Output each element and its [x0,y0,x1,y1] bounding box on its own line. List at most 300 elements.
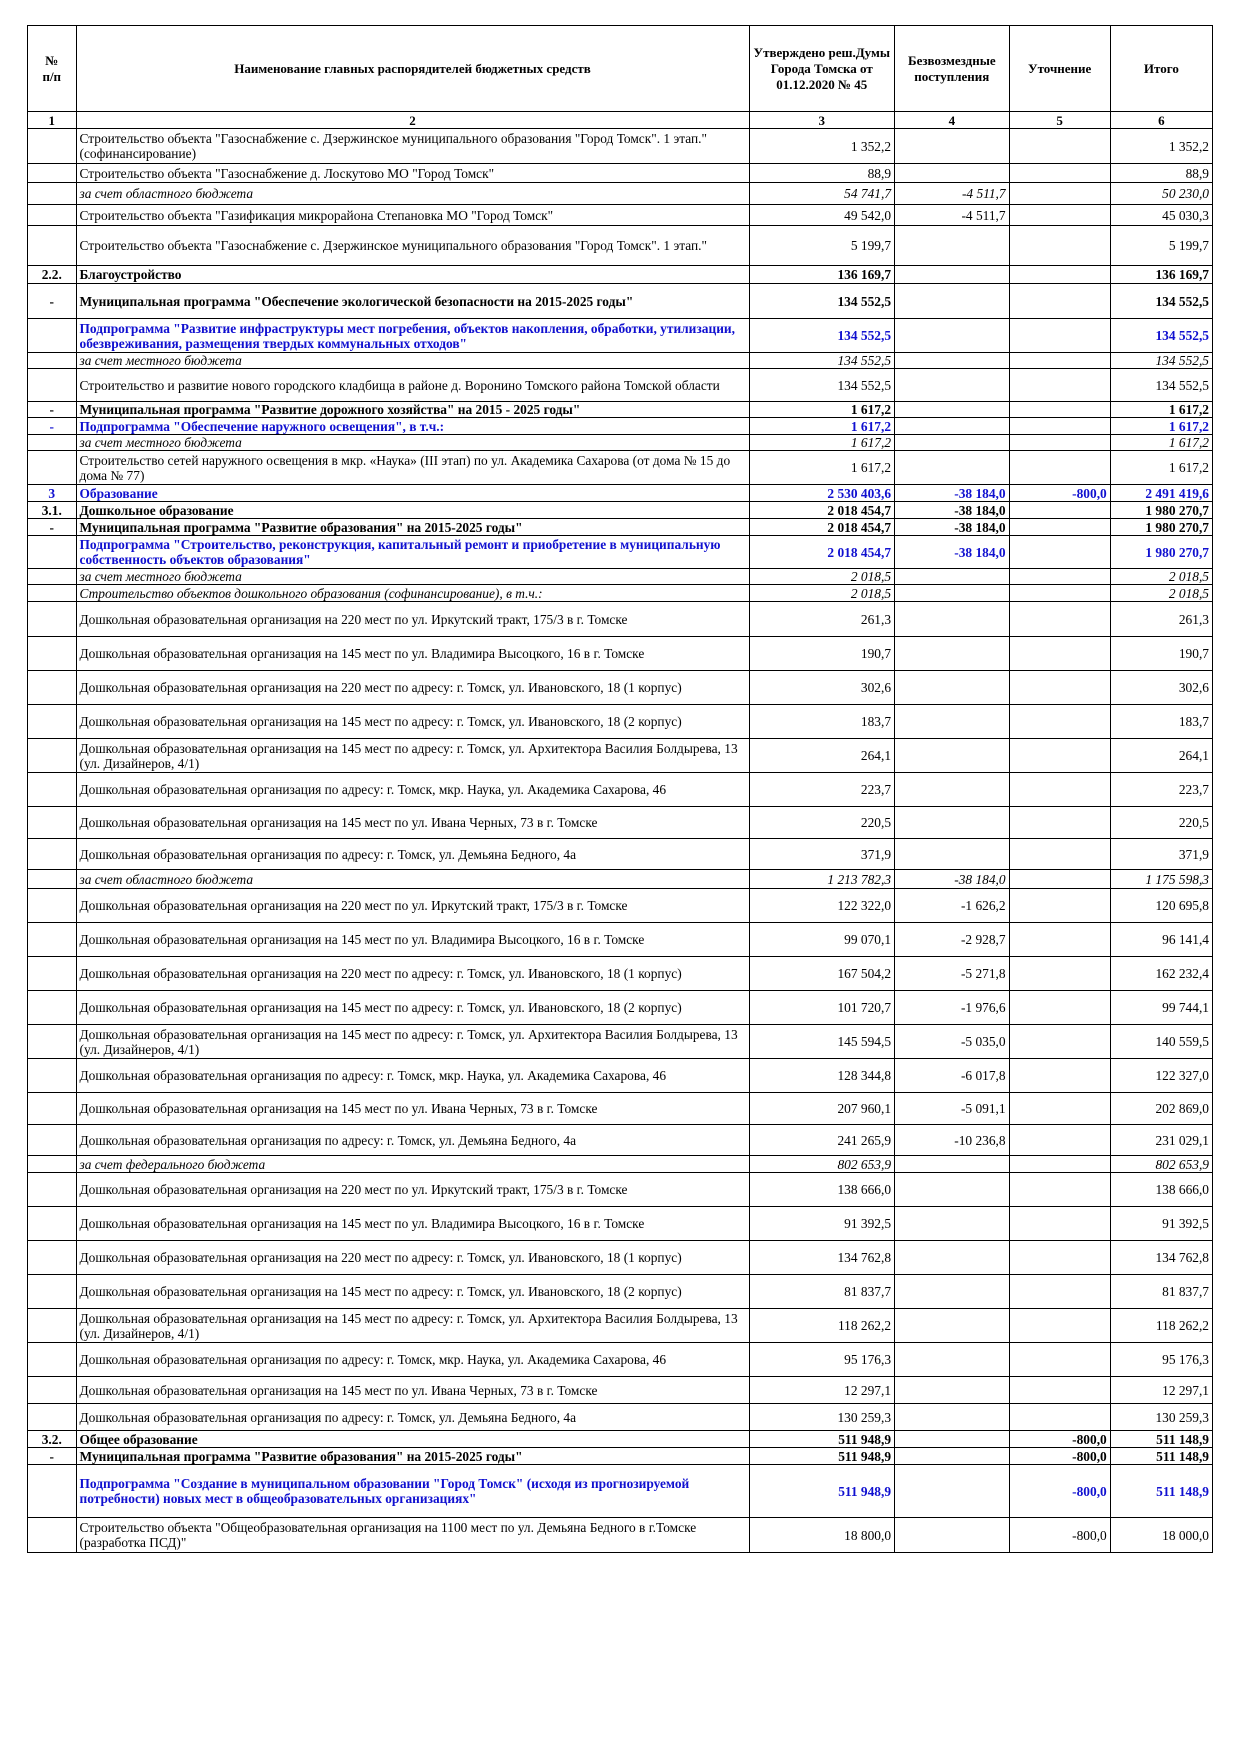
adjustment-amount-cell [1009,991,1110,1025]
total-amount-cell: 302,6 [1110,671,1212,705]
grants-amount-cell [895,1404,1010,1431]
adjustment-amount-cell [1009,1059,1110,1093]
grants-amount-cell [895,266,1010,284]
grants-amount-cell [895,602,1010,637]
table-row [28,923,1213,957]
grants-amount-cell [895,284,1010,319]
approved-amount-cell: 88,9 [749,164,895,183]
approved-amount-cell: 5 199,7 [749,226,895,266]
adjustment-amount-cell: -800,0 [1009,1431,1110,1448]
total-amount-cell: 802 653,9 [1110,1156,1212,1173]
table-row [28,129,1213,164]
row-name-cell: Дошкольная образовательная организация по адресу: г. Томск, ул. Демьяна Бедного, 4а [76,1404,749,1431]
grants-amount-cell: -38 184,0 [895,536,1010,569]
approved-amount-cell: 145 594,5 [749,1025,895,1059]
grants-amount-cell [895,1156,1010,1173]
row-number-cell [28,739,77,773]
grants-amount-cell [895,1448,1010,1465]
row-number-cell [28,183,77,205]
row-number-cell [28,164,77,183]
row-number-cell [28,1309,77,1343]
row-name-cell: Дошкольная образовательная организация по адресу: г. Томск, ул. Демьяна Бедного, 4а [76,839,749,870]
approved-amount-cell: 134 552,5 [749,353,895,369]
row-name-cell: Дошкольная образовательная организация на 145 мест по адресу: г. Томск, ул. Ивановского, 18 (2 корпус) [76,705,749,739]
adjustment-amount-cell [1009,1125,1110,1156]
grants-amount-cell [895,418,1010,435]
total-amount-cell: 120 695,8 [1110,889,1212,923]
row-name-cell: за счет федерального бюджета [76,1156,749,1173]
adjustment-amount-cell [1009,519,1110,536]
approved-amount-cell: 1 617,2 [749,402,895,418]
adjustment-amount-cell [1009,435,1110,451]
row-number-cell [28,991,77,1025]
row-number-cell: 3.2. [28,1431,77,1448]
grants-amount-cell [895,435,1010,451]
row-name-cell: за счет местного бюджета [76,569,749,585]
total-amount-cell: 1 617,2 [1110,418,1212,435]
row-number-cell [28,319,77,353]
row-number-cell [28,1207,77,1241]
adjustment-amount-cell [1009,284,1110,319]
row-name-cell: Общее образование [76,1431,749,1448]
row-name-cell: Дошкольная образовательная организация на 220 мест по адресу: г. Томск, ул. Ивановского, 18 (1 корпус) [76,671,749,705]
table-row [28,991,1213,1025]
grants-amount-cell [895,739,1010,773]
total-amount-cell: 12 297,1 [1110,1377,1212,1404]
row-name-cell: Подпрограмма "Строительство, реконструкция, капитальный ремонт и приобретение в муниципальную собственность объектов образования" [76,536,749,569]
total-amount-cell: 202 869,0 [1110,1093,1212,1125]
row-name-cell: Дошкольная образовательная организация на 220 мест по адресу: г. Томск, ул. Ивановского, 18 (1 корпус) [76,957,749,991]
grants-amount-cell [895,1309,1010,1343]
adjustment-amount-cell [1009,369,1110,402]
row-number-cell [28,1025,77,1059]
row-name-cell: Образование [76,485,749,502]
col-total-header: Итого [1110,26,1212,112]
total-amount-cell: 134 552,5 [1110,319,1212,353]
row-number-cell [28,1093,77,1125]
row-name-cell: Дошкольная образовательная организация на 220 мест по ул. Иркутский тракт, 175/3 в г. Томске [76,602,749,637]
table-row [28,435,1213,451]
row-name-cell: за счет областного бюджета [76,870,749,889]
table-row [28,1431,1213,1448]
row-name-cell: Строительство объекта "Газоснабжение с. Дзержинское муниципального образования "Город Томск". 1 этап." [76,226,749,266]
total-amount-cell: 223,7 [1110,773,1212,807]
table-row [28,1377,1213,1404]
table-row [28,485,1213,502]
row-number-cell [28,1125,77,1156]
table-row [28,1404,1213,1431]
table-row [28,226,1213,266]
approved-amount-cell: 118 262,2 [749,1309,895,1343]
table-row [28,284,1213,319]
table-row [28,870,1213,889]
approved-amount-cell: 101 720,7 [749,991,895,1025]
table-row [28,1059,1213,1093]
row-number-cell [28,889,77,923]
approved-amount-cell: 12 297,1 [749,1377,895,1404]
total-amount-cell: 45 030,3 [1110,205,1212,226]
table-row [28,889,1213,923]
approved-amount-cell: 2 018 454,7 [749,519,895,536]
approved-amount-cell: 134 552,5 [749,319,895,353]
table-row [28,319,1213,353]
table-row [28,1125,1213,1156]
approved-amount-cell: 1 617,2 [749,435,895,451]
grants-amount-cell [895,1173,1010,1207]
total-amount-cell: 1 617,2 [1110,451,1212,485]
row-name-cell: Дошкольная образовательная организация на 145 мест по адресу: г. Томск, ул. Архитектора Василия Болдырева, 13 (ул. Дизайнеров, 4/1) [76,1309,749,1343]
row-name-cell: Дошкольная образовательная организация по адресу: г. Томск, ул. Демьяна Бедного, 4а [76,1125,749,1156]
table-row [28,807,1213,839]
row-name-cell: Дошкольная образовательная организация на 220 мест по ул. Иркутский тракт, 175/3 в г. Томске [76,889,749,923]
total-amount-cell: 140 559,5 [1110,1025,1212,1059]
adjustment-amount-cell [1009,1093,1110,1125]
row-number-cell [28,353,77,369]
approved-amount-cell: 81 837,7 [749,1275,895,1309]
row-name-cell: Подпрограмма "Создание в муниципальном образовании "Город Томск" (исходя из прогнозируемой потребности) новых мест в общеобразовательных организациях" [76,1465,749,1518]
adjustment-amount-cell [1009,183,1110,205]
approved-amount-cell: 223,7 [749,773,895,807]
table-row [28,1093,1213,1125]
row-name-cell: за счет местного бюджета [76,435,749,451]
row-name-cell: Дошкольная образовательная организация на 145 мест по адресу: г. Томск, ул. Архитектора Василия Болдырева, 13 (ул. Дизайнеров, 4/1) [76,739,749,773]
table-row [28,205,1213,226]
grants-amount-cell [895,402,1010,418]
table-row [28,353,1213,369]
approved-amount-cell: 511 948,9 [749,1431,895,1448]
col-number-header: № п/п [28,26,77,112]
table-row [28,402,1213,418]
row-name-cell: Муниципальная программа "Развитие образования" на 2015-2025 годы" [76,519,749,536]
grants-amount-cell: -5 271,8 [895,957,1010,991]
total-amount-cell: 99 744,1 [1110,991,1212,1025]
row-name-cell: Подпрограмма "Обеспечение наружного освещения", в т.ч.: [76,418,749,435]
approved-amount-cell: 2 018 454,7 [749,502,895,519]
grants-amount-cell [895,1465,1010,1518]
table-row [28,1518,1213,1553]
table-row [28,1309,1213,1343]
column-number: 1 [28,112,77,129]
adjustment-amount-cell [1009,502,1110,519]
row-name-cell: Дошкольная образовательная организация на 145 мест по ул. Владимира Высоцкого, 16 в г. Томске [76,1207,749,1241]
grants-amount-cell [895,585,1010,602]
adjustment-amount-cell [1009,957,1110,991]
grants-amount-cell: -1 626,2 [895,889,1010,923]
row-number-cell [28,1518,77,1553]
table-row [28,569,1213,585]
total-amount-cell: 136 169,7 [1110,266,1212,284]
table-row [28,1275,1213,1309]
adjustment-amount-cell [1009,1404,1110,1431]
column-number: 3 [749,112,895,129]
total-amount-cell: 162 232,4 [1110,957,1212,991]
table-row [28,418,1213,435]
grants-amount-cell: -10 236,8 [895,1125,1010,1156]
row-name-cell: за счет областного бюджета [76,183,749,205]
row-number-cell [28,1241,77,1275]
row-number-cell [28,957,77,991]
adjustment-amount-cell [1009,1275,1110,1309]
table-header-row [28,26,1213,112]
approved-amount-cell: 2 530 403,6 [749,485,895,502]
total-amount-cell: 183,7 [1110,705,1212,739]
row-number-cell [28,1059,77,1093]
row-number-cell [28,569,77,585]
row-name-cell: Дошкольная образовательная организация на 220 мест по ул. Иркутский тракт, 175/3 в г. Томске [76,1173,749,1207]
total-amount-cell: 1 352,2 [1110,129,1212,164]
table-row [28,1156,1213,1173]
approved-amount-cell: 95 176,3 [749,1343,895,1377]
approved-amount-cell: 130 259,3 [749,1404,895,1431]
row-number-cell: - [28,418,77,435]
total-amount-cell: 1 980 270,7 [1110,502,1212,519]
adjustment-amount-cell [1009,1241,1110,1275]
total-amount-cell: 134 552,5 [1110,369,1212,402]
total-amount-cell: 261,3 [1110,602,1212,637]
table-row [28,602,1213,637]
adjustment-amount-cell [1009,451,1110,485]
adjustment-amount-cell: -800,0 [1009,1448,1110,1465]
approved-amount-cell: 190,7 [749,637,895,671]
grants-amount-cell [895,226,1010,266]
row-number-cell [28,451,77,485]
adjustment-amount-cell: -800,0 [1009,1518,1110,1553]
row-number-cell [28,1404,77,1431]
approved-amount-cell: 1 213 782,3 [749,870,895,889]
adjustment-amount-cell [1009,418,1110,435]
grants-amount-cell [895,1207,1010,1241]
grants-amount-cell [895,671,1010,705]
grants-amount-cell [895,705,1010,739]
row-number-cell [28,1173,77,1207]
approved-amount-cell: 18 800,0 [749,1518,895,1553]
total-amount-cell: 88,9 [1110,164,1212,183]
adjustment-amount-cell [1009,319,1110,353]
approved-amount-cell: 134 552,5 [749,369,895,402]
row-name-cell: Дошкольное образование [76,502,749,519]
row-name-cell: Дошкольная образовательная организация на 145 мест по адресу: г. Томск, ул. Архитектора Василия Болдырева, 13 (ул. Дизайнеров, 4/1) [76,1025,749,1059]
approved-amount-cell: 207 960,1 [749,1093,895,1125]
row-name-cell: Строительство объекта "Общеобразовательная организация на 1100 мест по ул. Демьяна Бедного в г.Томске (разработка ПСД)" [76,1518,749,1553]
table-row [28,502,1213,519]
table-row [28,266,1213,284]
approved-amount-cell: 183,7 [749,705,895,739]
adjustment-amount-cell [1009,569,1110,585]
table-row [28,536,1213,569]
total-amount-cell: 1 980 270,7 [1110,536,1212,569]
row-name-cell: Дошкольная образовательная организация на 145 мест по ул. Владимира Высоцкого, 16 в г. Томске [76,923,749,957]
approved-amount-cell: 49 542,0 [749,205,895,226]
approved-amount-cell: 261,3 [749,602,895,637]
grants-amount-cell: -4 511,7 [895,205,1010,226]
adjustment-amount-cell [1009,705,1110,739]
approved-amount-cell: 99 070,1 [749,923,895,957]
table-row [28,839,1213,870]
adjustment-amount-cell [1009,1377,1110,1404]
grants-amount-cell [895,1343,1010,1377]
approved-amount-cell: 2 018,5 [749,585,895,602]
approved-amount-cell: 2 018 454,7 [749,536,895,569]
column-number: 2 [76,112,749,129]
total-amount-cell: 81 837,7 [1110,1275,1212,1309]
adjustment-amount-cell [1009,671,1110,705]
table-row [28,451,1213,485]
approved-amount-cell: 134 762,8 [749,1241,895,1275]
row-number-cell: - [28,284,77,319]
approved-amount-cell: 802 653,9 [749,1156,895,1173]
approved-amount-cell: 167 504,2 [749,957,895,991]
table-row [28,164,1213,183]
table-row [28,705,1213,739]
row-name-cell: Строительство сетей наружного освещения в мкр. «Наука» (III этап) по ул. Академика Сахарова (от дома № 15 до дома № 77) [76,451,749,485]
adjustment-amount-cell: -800,0 [1009,485,1110,502]
row-name-cell: Муниципальная программа "Развитие образования" на 2015-2025 годы" [76,1448,749,1465]
adjustment-amount-cell [1009,773,1110,807]
column-number: 5 [1009,112,1110,129]
row-number-cell: - [28,402,77,418]
row-name-cell: Дошкольная образовательная организация на 145 мест по адресу: г. Томск, ул. Ивановского, 18 (2 корпус) [76,1275,749,1309]
adjustment-amount-cell [1009,226,1110,266]
grants-amount-cell: -38 184,0 [895,485,1010,502]
row-name-cell: Дошкольная образовательная организация по адресу: г. Томск, мкр. Наука, ул. Академика Сахарова, 46 [76,773,749,807]
adjustment-amount-cell [1009,807,1110,839]
grants-amount-cell [895,1431,1010,1448]
approved-amount-cell: 136 169,7 [749,266,895,284]
table-row [28,1173,1213,1207]
approved-amount-cell: 302,6 [749,671,895,705]
table-row [28,957,1213,991]
approved-amount-cell: 511 948,9 [749,1448,895,1465]
row-number-cell [28,1377,77,1404]
total-amount-cell: 5 199,7 [1110,226,1212,266]
row-number-cell [28,226,77,266]
row-number-cell [28,369,77,402]
table-row [28,1241,1213,1275]
col-approved-header: Утверждено реш.Думы Города Томска от 01.12.2020 № 45 [749,26,895,112]
row-number-cell [28,870,77,889]
total-amount-cell: 134 552,5 [1110,353,1212,369]
adjustment-amount-cell [1009,1156,1110,1173]
grants-amount-cell [895,807,1010,839]
row-number-cell [28,1156,77,1173]
row-number-cell: - [28,1448,77,1465]
row-number-cell [28,1465,77,1518]
approved-amount-cell: 220,5 [749,807,895,839]
table-body [28,129,1213,1553]
adjustment-amount-cell [1009,602,1110,637]
row-name-cell: Дошкольная образовательная организация на 145 мест по ул. Ивана Черных, 73 в г. Томске [76,1093,749,1125]
row-name-cell: за счет местного бюджета [76,353,749,369]
approved-amount-cell: 1 617,2 [749,451,895,485]
total-amount-cell: 122 327,0 [1110,1059,1212,1093]
approved-amount-cell: 134 552,5 [749,284,895,319]
grants-amount-cell [895,569,1010,585]
adjustment-amount-cell [1009,839,1110,870]
row-number-cell [28,637,77,671]
row-name-cell: Дошкольная образовательная организация на 145 мест по адресу: г. Томск, ул. Ивановского, 18 (2 корпус) [76,991,749,1025]
approved-amount-cell: 91 392,5 [749,1207,895,1241]
approved-amount-cell: 511 948,9 [749,1465,895,1518]
row-number-cell [28,435,77,451]
table-row [28,1025,1213,1059]
adjustment-amount-cell [1009,1173,1110,1207]
adjustment-amount-cell [1009,266,1110,284]
total-amount-cell: 130 259,3 [1110,1404,1212,1431]
col-grants-header: Безвозмездные поступления [895,26,1010,112]
approved-amount-cell: 128 344,8 [749,1059,895,1093]
row-name-cell: Дошкольная образовательная организация на 145 мест по ул. Владимира Высоцкого, 16 в г. Томске [76,637,749,671]
total-amount-cell: 511 148,9 [1110,1431,1212,1448]
row-number-cell: 2.2. [28,266,77,284]
grants-amount-cell [895,637,1010,671]
total-amount-cell: 18 000,0 [1110,1518,1212,1553]
table-row [28,585,1213,602]
row-number-cell [28,602,77,637]
grants-amount-cell [895,839,1010,870]
grants-amount-cell [895,1241,1010,1275]
row-number-cell [28,585,77,602]
row-number-cell [28,923,77,957]
adjustment-amount-cell [1009,205,1110,226]
approved-amount-cell: 54 741,7 [749,183,895,205]
grants-amount-cell: -6 017,8 [895,1059,1010,1093]
approved-amount-cell: 138 666,0 [749,1173,895,1207]
approved-amount-cell: 371,9 [749,839,895,870]
total-amount-cell: 95 176,3 [1110,1343,1212,1377]
total-amount-cell: 134 552,5 [1110,284,1212,319]
adjustment-amount-cell [1009,1343,1110,1377]
row-name-cell: Дошкольная образовательная организация по адресу: г. Томск, мкр. Наука, ул. Академика Сахарова, 46 [76,1059,749,1093]
adjustment-amount-cell [1009,129,1110,164]
row-number-cell [28,705,77,739]
row-number-cell [28,807,77,839]
row-name-cell: Строительство и развитие нового городского кладбища в районе д. Воронино Томского района Томской области [76,369,749,402]
adjustment-amount-cell [1009,870,1110,889]
approved-amount-cell: 241 265,9 [749,1125,895,1156]
row-name-cell: Муниципальная программа "Развитие дорожного хозяйства" на 2015 - 2025 годы" [76,402,749,418]
total-amount-cell: 1 175 598,3 [1110,870,1212,889]
grants-amount-cell: -5 035,0 [895,1025,1010,1059]
total-amount-cell: 134 762,8 [1110,1241,1212,1275]
total-amount-cell: 264,1 [1110,739,1212,773]
table-row [28,1465,1213,1518]
total-amount-cell: 91 392,5 [1110,1207,1212,1241]
adjustment-amount-cell [1009,585,1110,602]
grants-amount-cell [895,1377,1010,1404]
grants-amount-cell: -38 184,0 [895,519,1010,536]
row-number-cell [28,1275,77,1309]
adjustment-amount-cell [1009,637,1110,671]
total-amount-cell: 2 018,5 [1110,569,1212,585]
total-amount-cell: 220,5 [1110,807,1212,839]
adjustment-amount-cell [1009,1025,1110,1059]
grants-amount-cell [895,353,1010,369]
total-amount-cell: 511 148,9 [1110,1465,1212,1518]
table-row [28,1343,1213,1377]
row-name-cell: Строительство объекта "Газоснабжение с. Дзержинское муниципального образования "Город Томск". 1 этап." (софинансирование) [76,129,749,164]
adjustment-amount-cell [1009,889,1110,923]
grants-amount-cell: -5 091,1 [895,1093,1010,1125]
row-name-cell: Благоустройство [76,266,749,284]
row-number-cell [28,536,77,569]
total-amount-cell: 2 491 419,6 [1110,485,1212,502]
total-amount-cell: 118 262,2 [1110,1309,1212,1343]
row-number-cell: 3 [28,485,77,502]
grants-amount-cell: -38 184,0 [895,502,1010,519]
total-amount-cell: 371,9 [1110,839,1212,870]
row-name-cell: Подпрограмма "Развитие инфраструктуры мест погребения, объектов накопления, обработки, утилизации, обезвреживания, размещения твердых коммунальных отходов" [76,319,749,353]
grants-amount-cell [895,319,1010,353]
